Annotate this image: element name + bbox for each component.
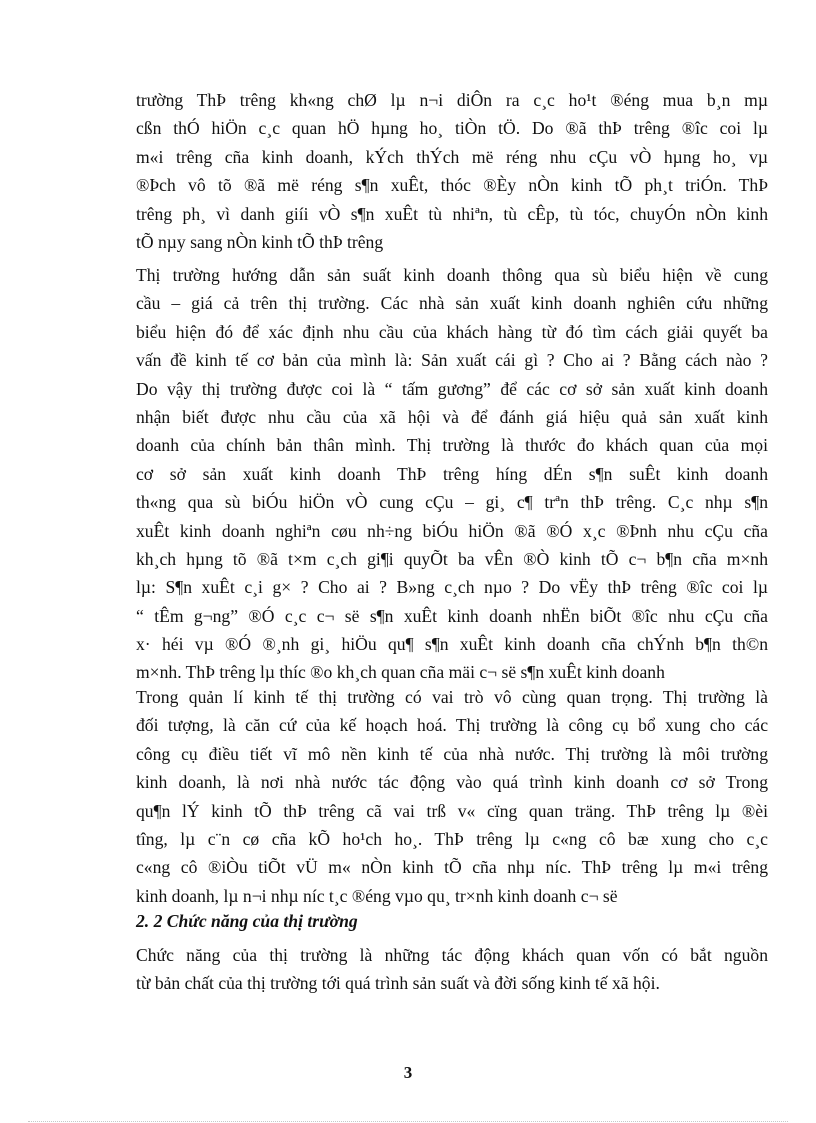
text-line: doanh của chính bản thân mình. Thị trường là thước đo khách quan của mọi <box>136 435 768 456</box>
text-line: vấn đề kinh tế cơ bản của mình là: Sản xuất cái gì ? Cho ai ? Bằng cách nào ? <box>136 350 768 371</box>
section-heading: 2. 2 Chức năng của thị trường <box>136 911 358 931</box>
text-line: m×nh. ThÞ trêng lµ thíc ®o kh¸ch quan cña mäi c¬ së s¶n xuÊt kinh doanh <box>136 662 665 683</box>
text-line: cầu – giá cả trên thị trường. Các nhà sản xuất kinh doanh nghiên cứu những <box>136 293 768 314</box>
text-line: đối tượng, là căn cứ của kế hoạch hoá. Thị trường là công cụ bổ xung cho các <box>136 715 768 736</box>
text-line: trêng ph¸ vì danh giíi vÒ s¶n xuÊt tù nhiªn, tù cÊp, tù tóc, chuyÓn nÒn kinh <box>136 203 768 224</box>
text-line: lµ: S¶n xuÊt c¸i g× ? Cho ai ? B»ng c¸ch nµo ? Do vËy thÞ trêng ®îc coi lµ <box>136 577 768 598</box>
paragraph-market-role-in-management <box>136 683 768 910</box>
text-line: m«i trêng cña kinh doanh, kÝch thÝch më réng nhu cÇu vÒ hµng ho¸ vµ <box>136 146 768 167</box>
text-line: biểu hiện đó để xác định nhu cầu của khách hàng từ đó tìm cách giải quyết ba <box>136 321 768 342</box>
text-line: từ bản chất của thị trường tới quá trình sản suất và đời sống kinh tế xã hội. <box>136 973 660 994</box>
text-line: Do vậy thị trường được coi là “ tấm gương” để các cơ sở sản xuất kinh doanh <box>136 378 768 399</box>
text-line: Chức năng của thị trường là những tác động khách quan vốn có bắt nguồn <box>136 945 768 965</box>
page-number: 3 <box>403 1063 413 1082</box>
text-line: ®Þch vô tõ ®ã më réng s¶n xuÊt, thóc ®Èy nÒn kinh tÕ ph¸t triÓn. ThÞ <box>136 175 768 196</box>
paragraph-market-relations-legacy-encoding <box>136 86 768 256</box>
text-line: công cụ điều tiết vĩ mô nền kinh tế của nhà nước. Thị trường là môi trường <box>136 743 768 764</box>
text-line: “ tÊm g¬ng” ®Ó c¸c c¬ së s¶n xuÊt kinh doanh nhËn biÕt ®îc nhu cÇu cña <box>136 605 768 626</box>
text-line: trường ThÞ trêng kh«ng chØ lµ n¬i diÔn ra c¸c ho¹t ®éng mua b¸n mµ <box>136 90 768 110</box>
page-edge-divider <box>28 1121 788 1122</box>
text-line: tÕ nµy sang nÒn kinh tÕ thÞ trêng <box>136 231 384 252</box>
text-line: x· héi vµ ®Ó ®¸nh gi¸ hiÖu qu¶ s¶n xuÊt kinh doanh cña chÝnh b¶n th©n <box>136 634 768 655</box>
paragraph-market-functions <box>136 941 768 998</box>
text-line: cßn thÓ hiÖn c¸c quan hÖ hµng ho¸ tiÒn tÖ. Do ®ã thÞ trêng ®îc coi lµ <box>136 118 768 139</box>
text-line: c«ng cô ®iÒu tiÕt vÜ m« nÒn kinh tÕ cña nhµ níc. ThÞ trêng lµ m«i trêng <box>136 857 768 878</box>
paragraph-market-guides-production <box>136 261 768 687</box>
text-line: kinh doanh, là nơi nhà nước tác động vào quá trình kinh doanh cơ sở Trong <box>136 772 768 793</box>
text-line: Thị trường hướng dẫn sản suất kinh doanh thông qua sù biểu hiện về cung <box>136 265 768 285</box>
text-line: qu¶n lÝ kinh tÕ thÞ trêng cã vai trß v« cïng quan träng. ThÞ trêng lµ ®èi <box>136 800 768 821</box>
text-line: xuÊt kinh doanh nghiªn cøu nh÷ng biÓu hiÖn ®ã ®Ó x¸c ®Þnh nhu cÇu cña <box>136 520 768 541</box>
text-line: cơ sở sản xuất kinh doanh ThÞ trêng híng dÉn s¶n suÊt kinh doanh <box>136 463 768 484</box>
text-line: tîng, lµ c¨n cø cña kÕ ho¹ch ho¸. ThÞ trêng lµ c«ng cô bæ xung cho c¸c <box>136 828 768 849</box>
text-line: kh¸ch hµng tõ ®ã t×m c¸ch gi¶i quyÕt ba vÊn ®Ò kinh tÕ c¬ b¶n cña m×nh <box>136 548 768 569</box>
text-line: Trong quản lí kinh tế thị trường có vai trò vô cùng quan trọng. Thị trường là <box>136 687 768 707</box>
text-line: th«ng qua sù biÓu hiÖn vÒ cung cÇu – gi¸ c¶ trªn thÞ trêng. C¸c nhµ s¶n <box>136 492 768 513</box>
text-line: nhận biết được nhu cầu của xã hội và để đánh giá hiệu quả sản xuất kinh <box>136 406 768 427</box>
text-line: kinh doanh, lµ n¬i nhµ níc t¸c ®éng vµo qu¸ tr×nh kinh doanh c¬ së <box>136 885 618 906</box>
